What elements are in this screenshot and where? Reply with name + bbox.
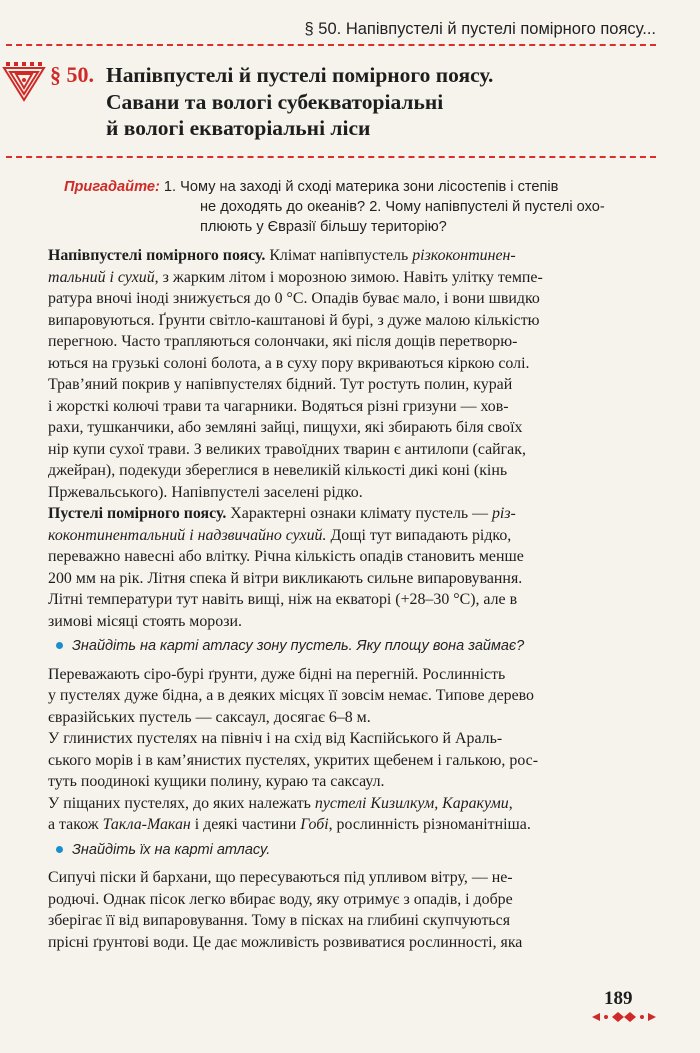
text-line: Трав’яний покрив у напівпустелях бідний. Тут ростуть полин, курай xyxy=(48,376,513,393)
bullet-icon xyxy=(56,846,63,853)
text-line: переважно навесні або влітку. Річна кількість опадів становить менше xyxy=(48,548,524,565)
page-number: 189 xyxy=(604,988,633,1009)
text-line: ського морів і в кам’янистих пустелях, укритих щебенем і галькою, рос- xyxy=(48,751,539,769)
text-line: зберігає її від випаровування. Тому в пісках на глибині скупчуються xyxy=(48,912,511,929)
text-line: Літні температури тут навіть вищі, ніж на екваторі (+28–30 °С), але в xyxy=(48,591,518,608)
question-text: Знайдіть на карті атласу зону пустель. Яку площу вона займає? xyxy=(72,638,525,654)
text-line: і жорсткі колючі трави та чагарники. Водяться різні гризуни — хов- xyxy=(48,397,509,415)
text-run: , xyxy=(508,794,513,812)
italic-term: тальний і сухий xyxy=(48,268,155,286)
text-line: ратура вночі іноді знижується до 0 °С. Опадів буває мало, і вони швидко xyxy=(48,290,540,307)
italic-term: коконтинентальний і надзвичайно сухий. xyxy=(48,526,327,544)
section-title-line: Савани та вологі субекваторіальні xyxy=(106,89,444,114)
section-title-line: Напівпустелі й пустелі помірного поясу. xyxy=(106,63,494,87)
text-run: У піщаних пустелях, до яких належать xyxy=(48,794,315,812)
main-text xyxy=(48,245,644,953)
recall-line: не доходять до океанів? 2. Чому напівпустелі й пустелі охо- xyxy=(200,199,605,215)
recall-line: плюють у Євразії більшу територію? xyxy=(200,219,447,235)
header-divider xyxy=(6,44,656,46)
text-line: перегною. Часто трапляються солончаки, які після дощів перетворю- xyxy=(48,333,518,350)
text-run: , з жарким літом і морозною зимою. Навіть улітку темпе- xyxy=(154,268,543,286)
question-prompt xyxy=(56,636,644,658)
text-run: , рослинність різноманітніша. xyxy=(328,816,531,833)
section-title-line: й вологі екваторіальні ліси xyxy=(106,116,371,140)
italic-term: Такла-Макан xyxy=(102,816,191,833)
bullet-icon xyxy=(56,642,63,649)
recall-label: Пригадайте: xyxy=(64,179,160,195)
text-line: рахи, тушканчики, або земляні зайці, пищухи, які збирають біля своїх xyxy=(48,419,523,436)
running-head: § 50. Напівпустелі й пустелі помірного поясу... xyxy=(304,20,656,38)
recall-box xyxy=(64,177,644,237)
text-run: Клімат напівпустель xyxy=(265,247,413,264)
text-line: туть поодинокі кущики полину, кураю та саксаул. xyxy=(48,773,385,790)
italic-term: різ- xyxy=(491,505,516,522)
text-run: Характерні ознаки клімату пустель — xyxy=(226,505,492,522)
text-line: ються на грузькі солоні болота, а в суху пору вкриваються кіркою солі. xyxy=(48,354,530,372)
text-line: 200 мм на рік. Літня спека й вітри викликають сильне випаровування. xyxy=(48,569,523,587)
paragraph-heading: Пустелі помірного поясу. xyxy=(48,505,227,522)
text-line: У глинистих пустелях на північ і на схід від Каспійського й Араль- xyxy=(48,730,503,747)
text-run: а також xyxy=(48,816,103,833)
italic-term: пустелі Кизилкум, Каракуми xyxy=(314,794,509,812)
text-line: євразійських пустель — саксаул, досягає 6–8 м. xyxy=(48,708,371,726)
recall-line: 1. Чому на заході й сході материка зони лісостепів і степів xyxy=(163,179,559,195)
section-number: § 50. xyxy=(50,62,94,87)
section-title xyxy=(106,62,666,142)
text-line: Переважають сіро-бурі ґрунти, дуже бідні на перегній. Рослинність xyxy=(48,665,506,683)
paragraph-heading: Напівпустелі помірного поясу. xyxy=(48,247,266,264)
text-line: випаровуються. Ґрунти світло-каштанові й бурі, з дуже малою кількістю xyxy=(48,311,540,329)
title-divider xyxy=(6,156,656,158)
text-line: нір купи сухої трави. З великих травоїдних тварин є антилопи (сайгак, xyxy=(48,440,526,458)
text-run: і деякі частини xyxy=(190,816,301,833)
text-line: джейран), подекуди збереглися в невеликій кількості дикі коні (кінь xyxy=(48,462,508,479)
italic-term: Гобі xyxy=(300,816,329,833)
text-line: родючі. Однак пісок легко вбирає воду, яку отримує з опадів, і добре xyxy=(48,890,513,908)
question-prompt xyxy=(56,840,644,862)
question-text: Знайдіть їх на карті атласу. xyxy=(72,841,271,858)
text-line: у пустелях дуже бідна, а в деяких місцях її зовсім немає. Типове дерево xyxy=(48,687,534,704)
text-line: Сипучі піски й бархани, що пересуваються під упливом вітру, — не- xyxy=(48,869,513,886)
section-ornament-icon xyxy=(2,60,46,104)
text-line: прісні ґрунтові води. Це дає можливість розвиватися рослинності, яка xyxy=(48,933,523,951)
page-ornament-icon xyxy=(592,1010,656,1024)
italic-term: різкоконтинен- xyxy=(412,247,516,264)
text-run: Дощі тут випадають рідко, xyxy=(326,526,512,544)
text-line: зимові місяці стоять морози. xyxy=(48,612,242,630)
text-line: Пржевальського). Напівпустелі заселені рідко. xyxy=(48,483,363,501)
